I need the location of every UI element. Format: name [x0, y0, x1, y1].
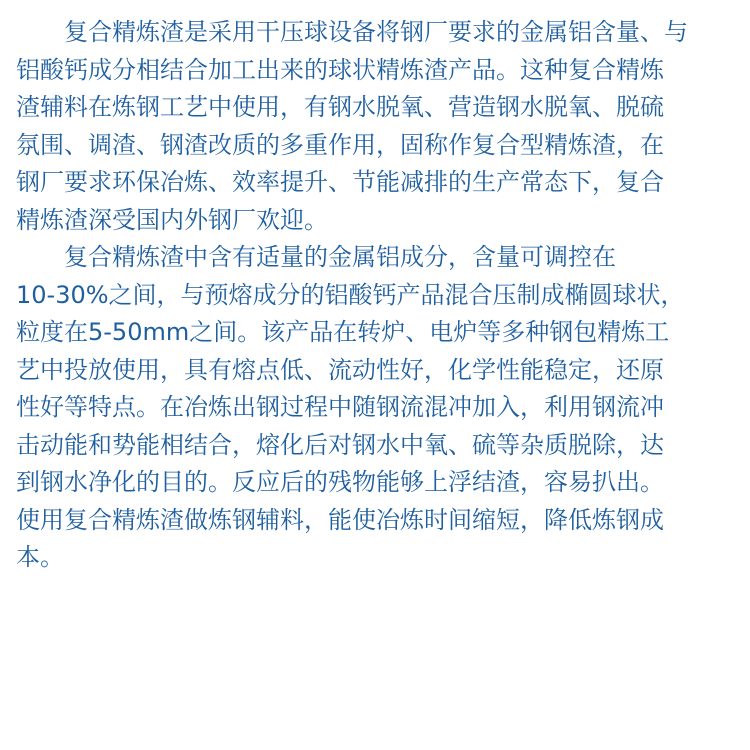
paragraph-line: 氛围、调渣、钢渣改质的多重作用，固称作复合型精炼渣，在 [16, 130, 664, 159]
paragraph-line: 铝酸钙成分相结合加工出来的球状精炼渣产品。这种复合精炼 [16, 55, 664, 84]
paragraph-line: 复合精炼渣中含有适量的金属铝成分，含量可调控在 [64, 243, 616, 271]
paragraph-line: 性好等特点。在冶炼出钢过程中随钢流混冲加入，利用钢流冲 [16, 393, 664, 421]
paragraph-line: 钢厂要求环保冶炼、效率提升、节能减排的生产常态下，复合 [16, 168, 664, 196]
paragraph-line: 到钢水净化的目的。反应后的残物能够上浮结渣，容易扒出。 [16, 468, 664, 496]
paragraph-line: 精炼渣深受国内外钢厂欢迎。 [16, 205, 328, 234]
paragraph-line: 击动能和势能相结合，熔化后对钢水中氧、硫等杂质脱除，达 [16, 430, 664, 459]
paragraph-2 [16, 239, 736, 577]
paragraph-line: 粒度在5-50mm之间。该产品在转炉、电炉等多种钢包精炼工 [16, 318, 670, 346]
paragraph-line: 艺中投放使用，具有熔点低、流动性好，化学性能稳定，还原 [16, 355, 664, 384]
paragraph-line: 渣辅料在炼钢工艺中使用，有钢水脱氧、营造钢水脱氧、脱硫 [16, 93, 664, 121]
paragraph-line: 本。 [16, 543, 64, 571]
paragraph-line: 复合精炼渣是采用干压球设备将钢厂要求的金属铝含量、与 [64, 18, 688, 46]
paragraph-1 [16, 14, 736, 239]
paragraph-line: 10-30%之间，与预熔成分的铝酸钙产品混合压制成椭圆球状， [16, 280, 685, 309]
paragraph-line: 使用复合精炼渣做炼钢辅料，能使冶炼时间缩短，降低炼钢成 [16, 505, 664, 534]
